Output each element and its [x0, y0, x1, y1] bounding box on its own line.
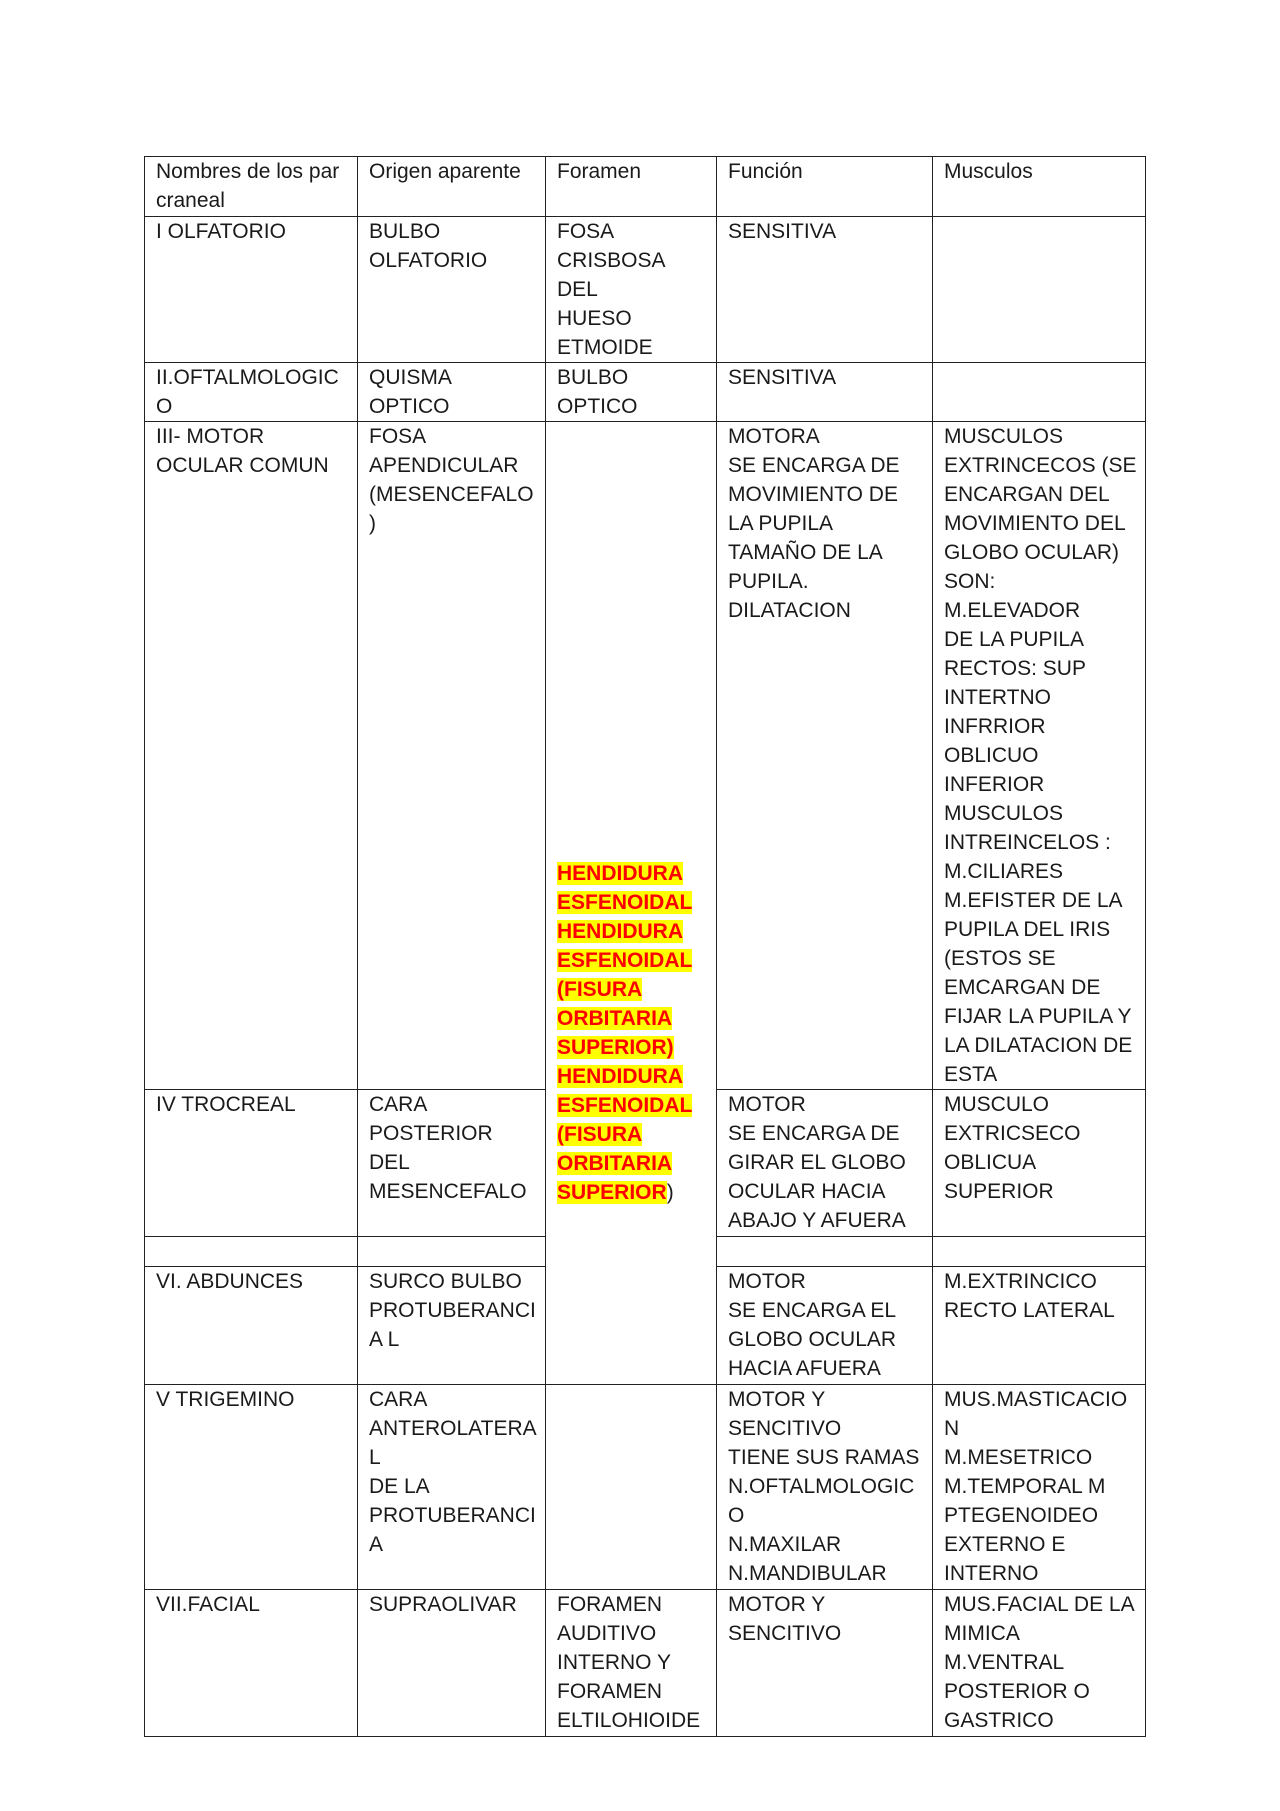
cell-function: MOTOR SE ENCARGA DE GIRAR EL GLOBO OCULAR HACIA ABAJO Y AFUERA — [717, 1090, 933, 1237]
header-cell-function: Función — [717, 157, 933, 217]
table-header-row — [145, 157, 1146, 217]
cell-function: SENSITIVA — [717, 363, 933, 422]
cell-name: II.OFTALMOLOGIC O — [145, 363, 358, 422]
cell-muscles: M.EXTRINCICO RECTO LATERAL — [933, 1267, 1146, 1385]
cell-origin: SUPRAOLIVAR — [358, 1590, 546, 1737]
cell-muscles: MUS.MASTICACIO N M.MESETRICO M.TEMPORAL M PTEGENOIDEO EXTERNO E INTERNO — [933, 1385, 1146, 1590]
cell-muscles: MUS.FACIAL DE LA MIMICA M.VENTRAL POSTERIOR O GASTRICO — [933, 1590, 1146, 1737]
cell-muscles — [933, 1237, 1146, 1267]
cell-name: I OLFATORIO — [145, 217, 358, 363]
table-row — [145, 363, 1146, 422]
cell-origin: CARA ANTEROLATERAL DE LA PROTUBERANCI A — [358, 1385, 546, 1590]
cell-name: III- MOTOR OCULAR COMUN — [145, 422, 358, 1090]
table-row — [145, 422, 1146, 1090]
cell-muscles: MUSCULOS EXTRINCECOS (SE ENCARGAN DEL MOVIMIENTO DEL GLOBO OCULAR) SON: M.ELEVADOR DE LA PUPILA RECTOS: SUP INTERTNO INFRRIOR OBLICUO INFERIOR MUSCULOS INTREINCELOS : M.CILIARES M.EFISTER DE LA PUPILA DEL IRIS (ESTOS SE EMCARGAN DE FIJAR LA PUPILA Y LA DILATACION DE ESTA — [933, 422, 1146, 1090]
cell-muscles — [933, 363, 1146, 422]
header-cell-name: Nombres de los par craneal — [145, 157, 358, 217]
table-row — [145, 1385, 1146, 1590]
cell-origin: SURCO BULBO PROTUBERANCI A L — [358, 1267, 546, 1385]
cell-name: IV TROCREAL — [145, 1090, 358, 1237]
header-cell-origin: Origen aparente — [358, 157, 546, 217]
table-row — [145, 1590, 1146, 1737]
cell-foramen-merged — [546, 422, 717, 1385]
table-row — [145, 217, 1146, 363]
cell-function: MOTOR SE ENCARGA EL GLOBO OCULAR HACIA AFUERA — [717, 1267, 933, 1385]
cell-name — [145, 1237, 358, 1267]
cell-origin — [358, 1237, 546, 1267]
cell-foramen: FOSA CRISBOSA DEL HUESO ETMOIDE — [546, 217, 717, 363]
cell-origin: CARA POSTERIOR DEL MESENCEFALO — [358, 1090, 546, 1237]
cell-function: MOTOR Y SENCITIVO — [717, 1590, 933, 1737]
cell-foramen: BULBO OPTICO — [546, 363, 717, 422]
cell-muscles: MUSCULO EXTRICSECO OBLICUA SUPERIOR — [933, 1090, 1146, 1237]
cell-name: VII.FACIAL — [145, 1590, 358, 1737]
cell-function: SENSITIVA — [717, 217, 933, 363]
cell-origin: FOSA APENDICULAR (MESENCEFALO) — [358, 422, 546, 1090]
cell-muscles — [933, 217, 1146, 363]
cell-function — [717, 1237, 933, 1267]
cell-origin: BULBO OLFATORIO — [358, 217, 546, 363]
cell-function: MOTORA SE ENCARGA DE MOVIMIENTO DE LA PUPILA TAMAÑO DE LA PUPILA. DILATACION — [717, 422, 933, 1090]
foramen-trailing-paren: ) — [666, 1181, 674, 1204]
cell-foramen: FORAMEN AUDITIVO INTERNO Y FORAMEN ELTILOHIOIDE — [546, 1590, 717, 1737]
cell-function: MOTOR Y SENCITIVO TIENE SUS RAMAS N.OFTALMOLOGIC O N.MAXILAR N.MANDIBULAR — [717, 1385, 933, 1590]
cell-name: V TRIGEMINO — [145, 1385, 358, 1590]
cell-foramen — [546, 1385, 717, 1590]
cell-origin: QUISMA OPTICO — [358, 363, 546, 422]
cranial-nerves-table — [144, 156, 1146, 1737]
header-cell-foramen: Foramen — [546, 157, 717, 217]
cell-name: VI. ABDUNCES — [145, 1267, 358, 1385]
header-cell-muscles: Musculos — [933, 157, 1146, 217]
highlighted-foramen-text: HENDIDURA ESFENOIDAL HENDIDURA ESFENOIDAL (FISURA ORBITARIA SUPERIOR) HENDIDURA ESFENOIDAL (FISURA ORBITARIA SUPERIOR — [557, 862, 693, 1204]
